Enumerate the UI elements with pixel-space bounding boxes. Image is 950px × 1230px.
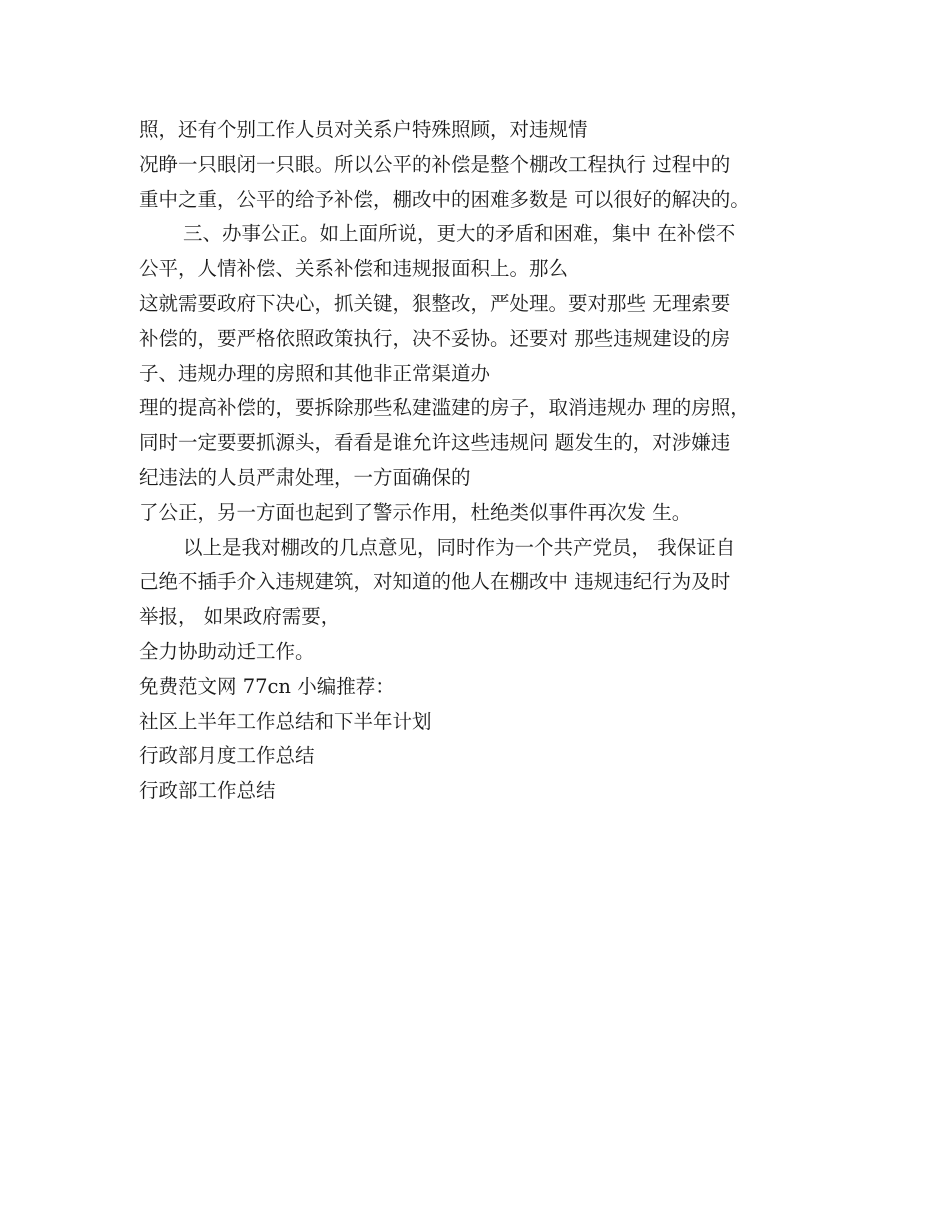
paragraph-line: 重中之重，公平的给予补偿，棚改中的困难多数是 可以很好的解决的。 (139, 187, 750, 211)
paragraph-line: 公平，人情补偿、关系补偿和违规报面积上。那么 (139, 257, 569, 281)
paragraph-line: 理的提高补偿的，要拆除那些私建滥建的房子，取消违规办 理的房照， (139, 396, 750, 420)
recommended-link[interactable]: 社区上半年工作总结和下半年计划 (139, 709, 432, 733)
paragraph-line: 全力协助动迁工作。 (139, 639, 315, 663)
paragraph-line: 补偿的，要严格依照政策执行，决不妥协。还要对 那些违规建设的房 (139, 326, 731, 350)
paragraph-line: 子、违规办理的房照和其他非正常渠道办 (139, 361, 491, 385)
paragraph-line: 照，还有个别工作人员对关系户特殊照顾，对违规情 (139, 118, 588, 141)
document-body (139, 113, 829, 809)
paragraph-line: 了公正，另一方面也起到了警示作用，杜绝类似事件再次发 生。 (139, 500, 692, 524)
paragraph-line: 这就需要政府下决心，抓关键，狠整改，严处理。要对那些 无理索要 (139, 291, 731, 315)
recommended-link[interactable]: 行政部工作总结 (139, 779, 276, 803)
paragraph-line: 纪违法的人员严肃处理，一方面确保的 (139, 465, 471, 489)
recommended-link[interactable]: 行政部月度工作总结 (139, 744, 315, 768)
paragraph-line: 己绝不插手介入违规建筑，对知道的他人在棚改中 违规违纪行为及时 (139, 570, 731, 594)
paragraph-line: 同时一定要要抓源头，看看是谁允许这些违规问 题发生的，对涉嫌违 (139, 431, 731, 455)
section-three-heading-line: 三、办事公正。如上面所说，更大的矛盾和困难，集中 在补偿不 (183, 222, 736, 246)
paragraph-line: 举报， 如果政府需要， (139, 605, 341, 629)
paragraph-line: 况睁一只眼闭一只眼。所以公平的补偿是整个棚改工程执行 过程中的 (139, 152, 731, 176)
conclusion-paragraph-line: 以上是我对棚改的几点意见，同时作为一个共产党员， 我保证自 (183, 535, 736, 559)
recommendation-header: 免费范文网 77cn 小编推荐： (139, 674, 395, 698)
